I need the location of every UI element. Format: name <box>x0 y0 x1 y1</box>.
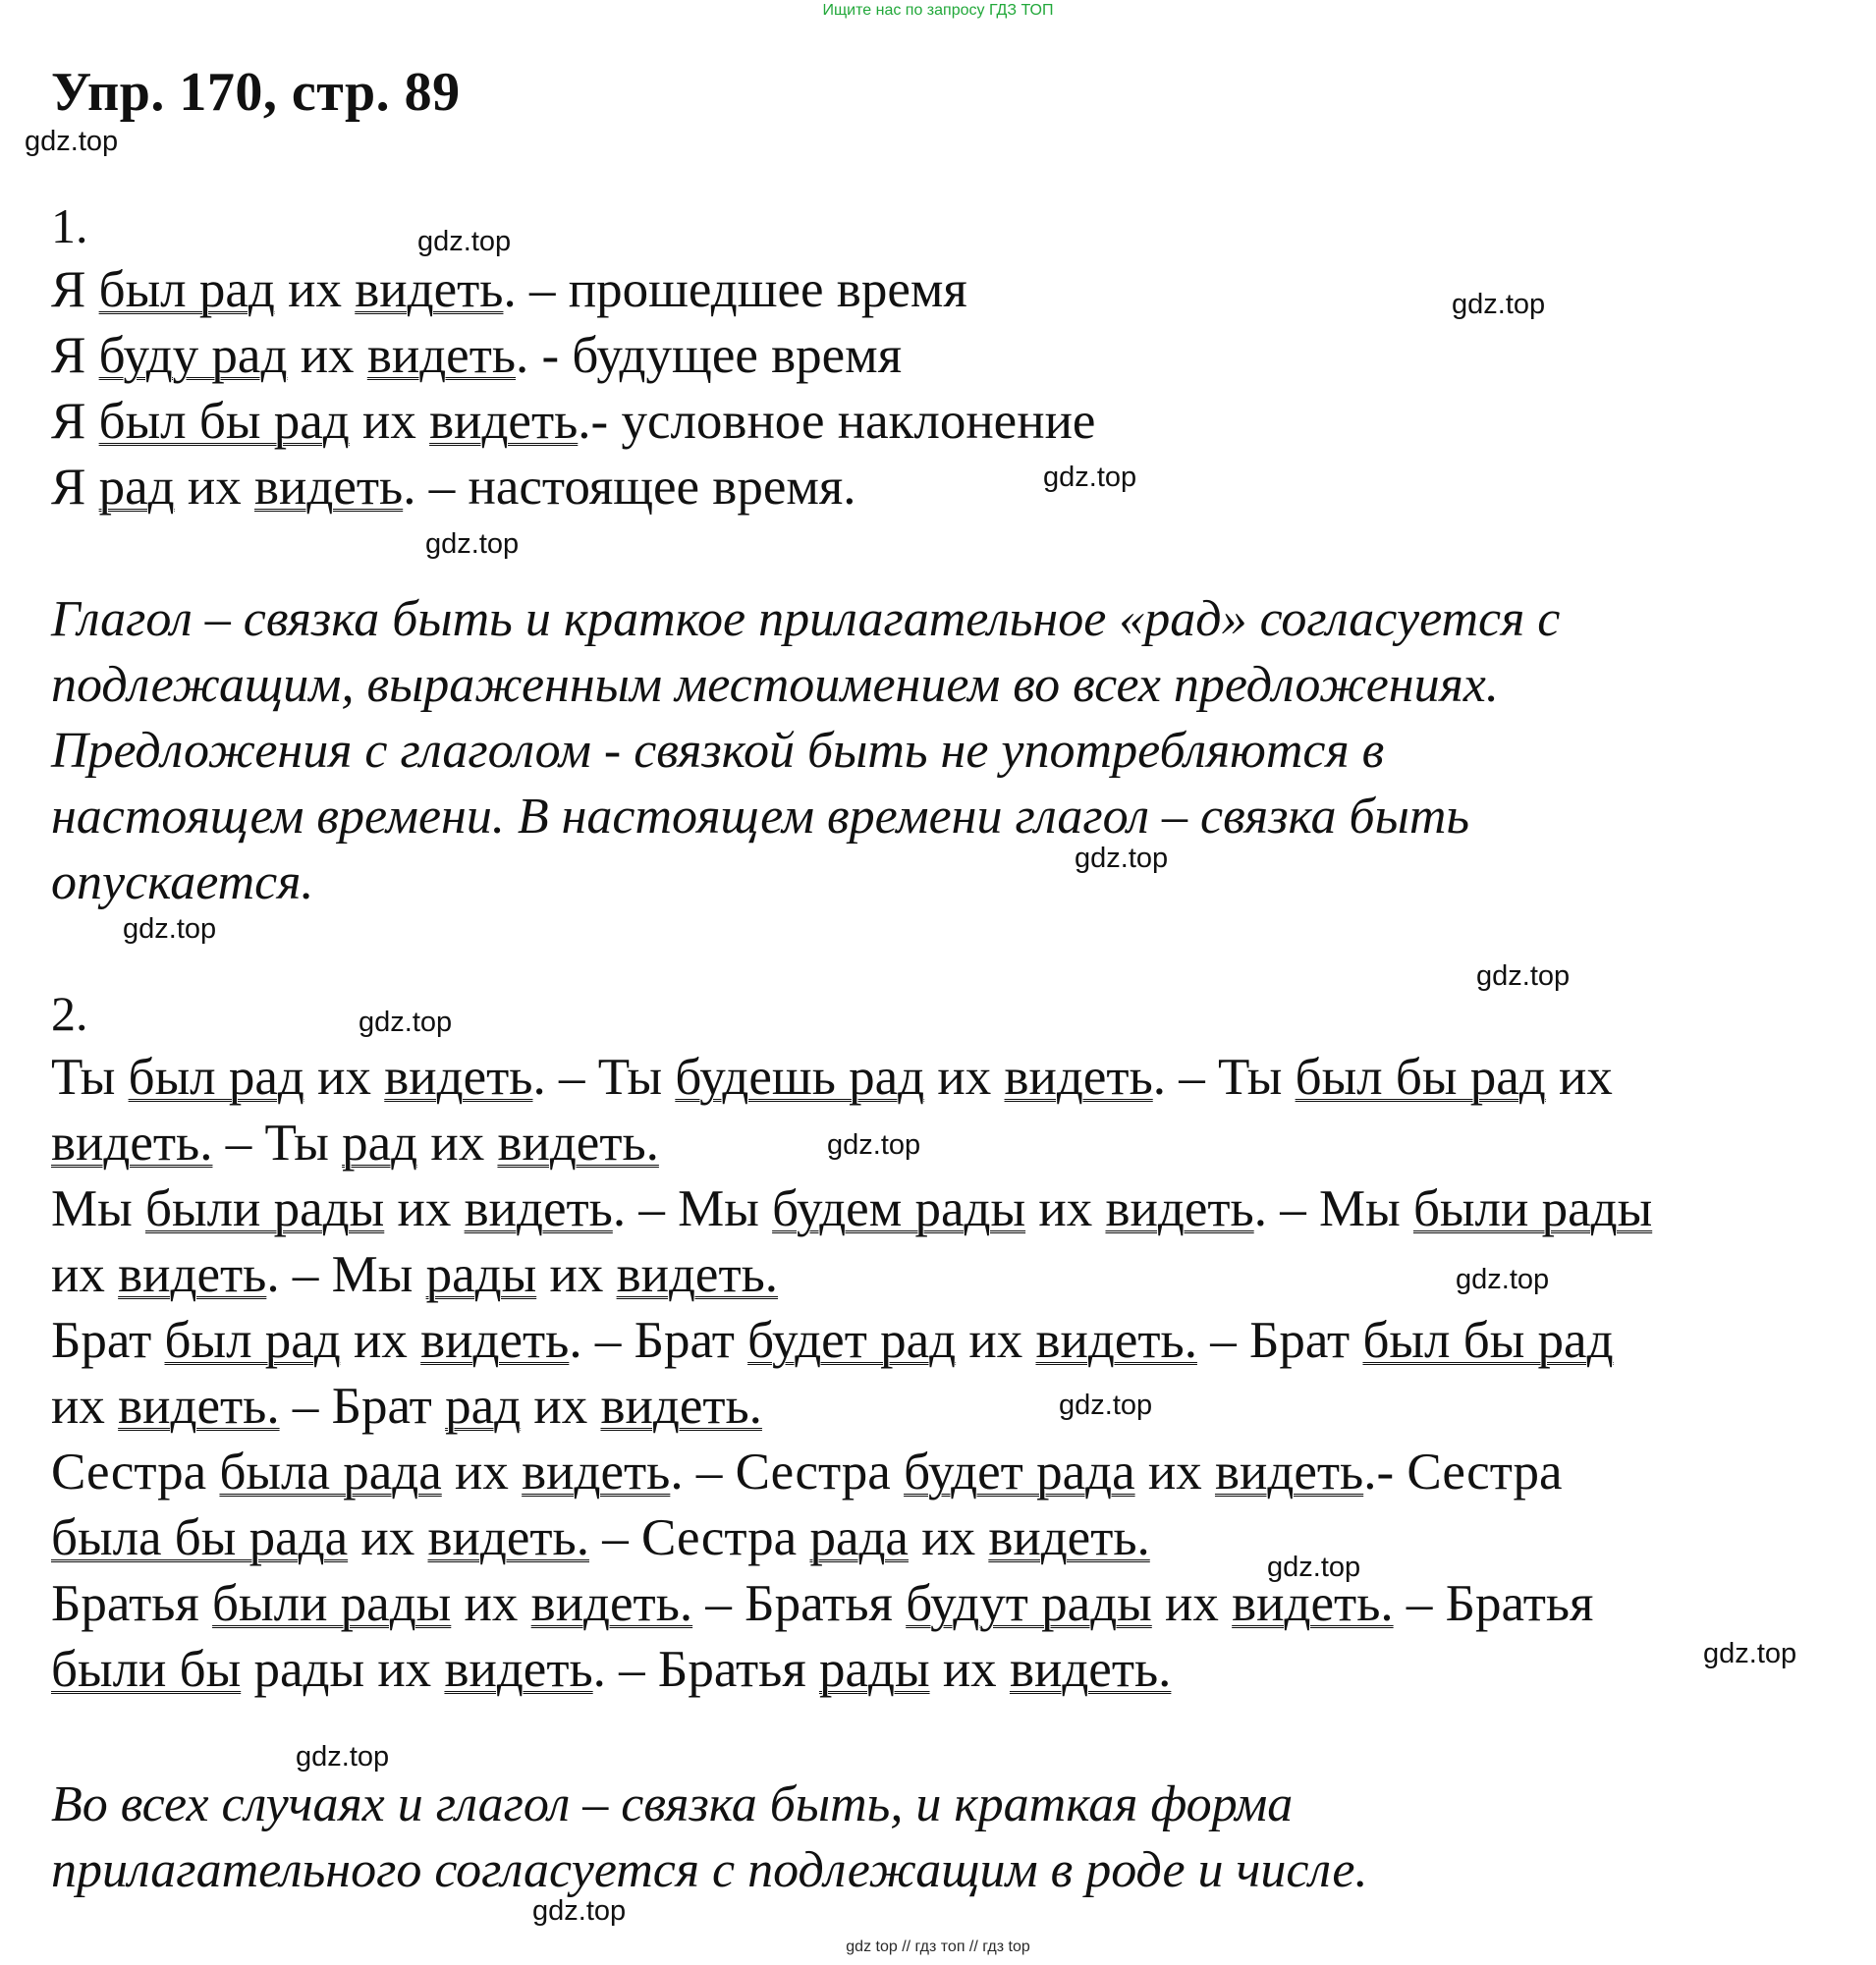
text-segment: их <box>287 327 367 384</box>
watermark: gdz.top <box>827 1129 921 1161</box>
underlined-predicate: рада <box>809 1509 909 1566</box>
text-segment: . – Брат <box>569 1312 748 1369</box>
underlined-predicate: видеть. <box>51 1115 213 1172</box>
underlined-predicate: видеть. <box>497 1115 659 1172</box>
underlined-predicate: был бы рад <box>1362 1312 1614 1369</box>
underlined-predicate: будешь рад <box>675 1049 925 1106</box>
underlined-predicate: была рада <box>219 1444 442 1501</box>
text-segment: – Сестра <box>588 1509 810 1566</box>
text-segment: их <box>924 1049 1005 1106</box>
section-1-note-line: опускается. <box>51 854 314 910</box>
watermark: gdz.top <box>1703 1638 1797 1669</box>
underlined-predicate: был рад <box>164 1312 341 1369</box>
underlined-predicate: будем рады <box>772 1180 1026 1237</box>
section-2-line <box>51 1045 1613 1110</box>
text-segment: их <box>536 1246 617 1303</box>
text-segment: . – прошедшее время <box>503 261 967 318</box>
text-segment: их <box>908 1509 989 1566</box>
underlined-predicate: видеть <box>366 327 517 384</box>
text-segment: . - будущее время <box>516 327 903 384</box>
underlined-predicate: рад <box>445 1378 522 1435</box>
text-segment: Я <box>51 459 99 516</box>
text-segment: их <box>956 1312 1036 1369</box>
underlined-predicate: видеть <box>444 1641 593 1698</box>
section-2-line <box>51 1176 1652 1241</box>
text-segment: . – Мы <box>612 1180 773 1237</box>
section-1-line <box>51 389 1095 454</box>
section-2-line <box>51 1505 1150 1570</box>
text-segment: рады их <box>241 1641 445 1698</box>
underlined-predicate: видеть. <box>1009 1641 1172 1698</box>
watermark: gdz.top <box>1452 289 1546 320</box>
text-segment: их <box>348 1509 428 1566</box>
underlined-predicate: видеть. <box>427 1509 589 1566</box>
section-2-line <box>51 1571 1593 1636</box>
text-segment: их <box>1134 1444 1215 1501</box>
section-2-note-line: Во всех случаях и глагол – связка быть, и краткая форма <box>51 1776 1294 1832</box>
underlined-predicate: буду рад <box>98 327 288 384</box>
underlined-predicate: рад <box>342 1115 418 1172</box>
text-segment: Я <box>51 393 99 450</box>
section-2-line <box>51 1637 1171 1702</box>
text-segment: Я <box>51 327 99 384</box>
underlined-predicate: были рады <box>145 1180 385 1237</box>
section-2-number: 2. <box>51 986 88 1041</box>
section-1-note-line: Предложения с глаголом - связкой быть не употребляются в <box>51 723 1385 779</box>
text-segment: . – Ты <box>1152 1049 1296 1106</box>
underlined-predicate: видеть <box>118 1246 267 1303</box>
text-segment: Братья <box>51 1575 213 1632</box>
section-2-line <box>51 1374 762 1439</box>
underlined-predicate: видеть. <box>118 1378 280 1435</box>
underlined-predicate: видеть. <box>530 1575 693 1632</box>
text-segment: их <box>274 261 356 318</box>
underlined-predicate: были рады <box>1412 1180 1653 1237</box>
text-segment: их <box>1025 1180 1106 1237</box>
text-segment: их <box>303 1049 385 1106</box>
text-segment: . – настоящее время. <box>403 459 856 516</box>
underlined-predicate: видеть. <box>616 1246 779 1303</box>
text-segment: Я <box>51 261 99 318</box>
text-segment: – Брат <box>1196 1312 1363 1369</box>
underlined-predicate: видеть <box>384 1049 533 1106</box>
underlined-predicate: видеть. <box>988 1509 1150 1566</box>
section-1-line <box>51 323 902 388</box>
watermark: gdz.top <box>1476 960 1571 992</box>
text-segment: их <box>349 393 430 450</box>
underlined-predicate: видеть <box>253 459 404 516</box>
text-segment: их <box>417 1115 498 1172</box>
underlined-predicate: видеть <box>522 1444 671 1501</box>
text-segment: их <box>1545 1049 1613 1106</box>
text-segment: их <box>51 1378 119 1435</box>
watermark: gdz.top <box>1267 1552 1361 1583</box>
text-segment: их <box>340 1312 421 1369</box>
underlined-predicate: был рад <box>128 1049 304 1106</box>
section-1-note-line: настоящем времени. В настоящем времени глагол – связка быть <box>51 789 1470 845</box>
underlined-predicate: был рад <box>98 261 275 318</box>
underlined-predicate: рады <box>818 1641 930 1698</box>
underlined-predicate: были рады <box>212 1575 452 1632</box>
watermark: gdz.top <box>425 528 520 560</box>
section-2-line <box>51 1308 1614 1373</box>
text-segment: – Брат <box>279 1378 446 1435</box>
text-segment: – Братья <box>692 1575 907 1632</box>
text-segment: – Ты <box>212 1115 343 1172</box>
underlined-predicate: видеть <box>420 1312 570 1369</box>
underlined-predicate: были бы <box>51 1641 242 1698</box>
text-segment: . – Ты <box>532 1049 676 1106</box>
underlined-predicate: видеть <box>1004 1049 1153 1106</box>
section-1-note-line: Глагол – связка быть и краткое прилагательное «рад» согласуется с <box>51 591 1561 647</box>
watermark: gdz.top <box>359 1007 453 1038</box>
watermark: gdz.top <box>1043 462 1137 493</box>
text-segment: Брат <box>51 1312 165 1369</box>
underlined-predicate: видеть <box>429 393 579 450</box>
footer-watermark: gdz top // гдз топ // гдз top <box>846 1938 1030 1955</box>
text-segment: Ты <box>51 1049 129 1106</box>
text-segment: их <box>451 1575 531 1632</box>
section-1-line <box>51 455 856 519</box>
section-2-line <box>51 1111 659 1175</box>
text-segment: .- Сестра <box>1363 1444 1563 1501</box>
watermark: gdz.top <box>296 1741 390 1773</box>
page-title: Упр. 170, стр. 89 <box>51 62 461 123</box>
watermark: gdz.top <box>417 226 512 257</box>
underlined-predicate: видеть. <box>600 1378 762 1435</box>
text-segment: их <box>929 1641 1010 1698</box>
watermark: gdz.top <box>1456 1264 1550 1295</box>
underlined-predicate: видеть. <box>1232 1575 1394 1632</box>
watermark: gdz.top <box>25 126 119 157</box>
text-segment: их <box>51 1246 119 1303</box>
header-note: Ищите нас по запросу ГДЗ ТОП <box>822 2 1054 19</box>
section-2-note-line: прилагательного согласуется с подлежащим в роде и числе. <box>51 1842 1368 1898</box>
text-segment: их <box>1151 1575 1233 1632</box>
underlined-predicate: видеть <box>355 261 504 318</box>
section-2-line <box>51 1440 1563 1504</box>
watermark: gdz.top <box>123 913 217 945</box>
watermark: gdz.top <box>1059 1390 1153 1421</box>
text-segment: – Братья <box>1393 1575 1594 1632</box>
text-segment: . – Сестра <box>670 1444 905 1501</box>
section-1-note-line: подлежащим, выраженным местоимением во всех предложениях. <box>51 657 1499 713</box>
underlined-predicate: видеть <box>464 1180 613 1237</box>
text-segment: . – Мы <box>266 1246 426 1303</box>
underlined-predicate: видеть. <box>1035 1312 1197 1369</box>
underlined-predicate: была бы рада <box>51 1509 349 1566</box>
section-1-line <box>51 257 967 322</box>
underlined-predicate: был бы рад <box>98 393 350 450</box>
section-2-line <box>51 1242 778 1307</box>
text-segment: их <box>384 1180 465 1237</box>
text-segment: их <box>441 1444 523 1501</box>
text-segment: Мы <box>51 1180 145 1237</box>
text-segment: Сестра <box>51 1444 220 1501</box>
underlined-predicate: будут рады <box>906 1575 1152 1632</box>
text-segment: . – Мы <box>1253 1180 1413 1237</box>
text-segment: их <box>174 459 254 516</box>
underlined-predicate: будет рад <box>747 1312 957 1369</box>
underlined-predicate: был бы рад <box>1295 1049 1546 1106</box>
text-segment: . – Братья <box>592 1641 819 1698</box>
text-segment: .- условное наклонение <box>578 393 1096 450</box>
underlined-predicate: рады <box>425 1246 537 1303</box>
underlined-predicate: будет рада <box>904 1444 1135 1501</box>
watermark: gdz.top <box>532 1895 627 1927</box>
underlined-predicate: рад <box>98 459 175 516</box>
underlined-predicate: видеть <box>1214 1444 1364 1501</box>
underlined-predicate: видеть <box>1105 1180 1254 1237</box>
section-1-number: 1. <box>51 198 88 253</box>
text-segment: их <box>521 1378 601 1435</box>
watermark: gdz.top <box>1075 843 1169 874</box>
